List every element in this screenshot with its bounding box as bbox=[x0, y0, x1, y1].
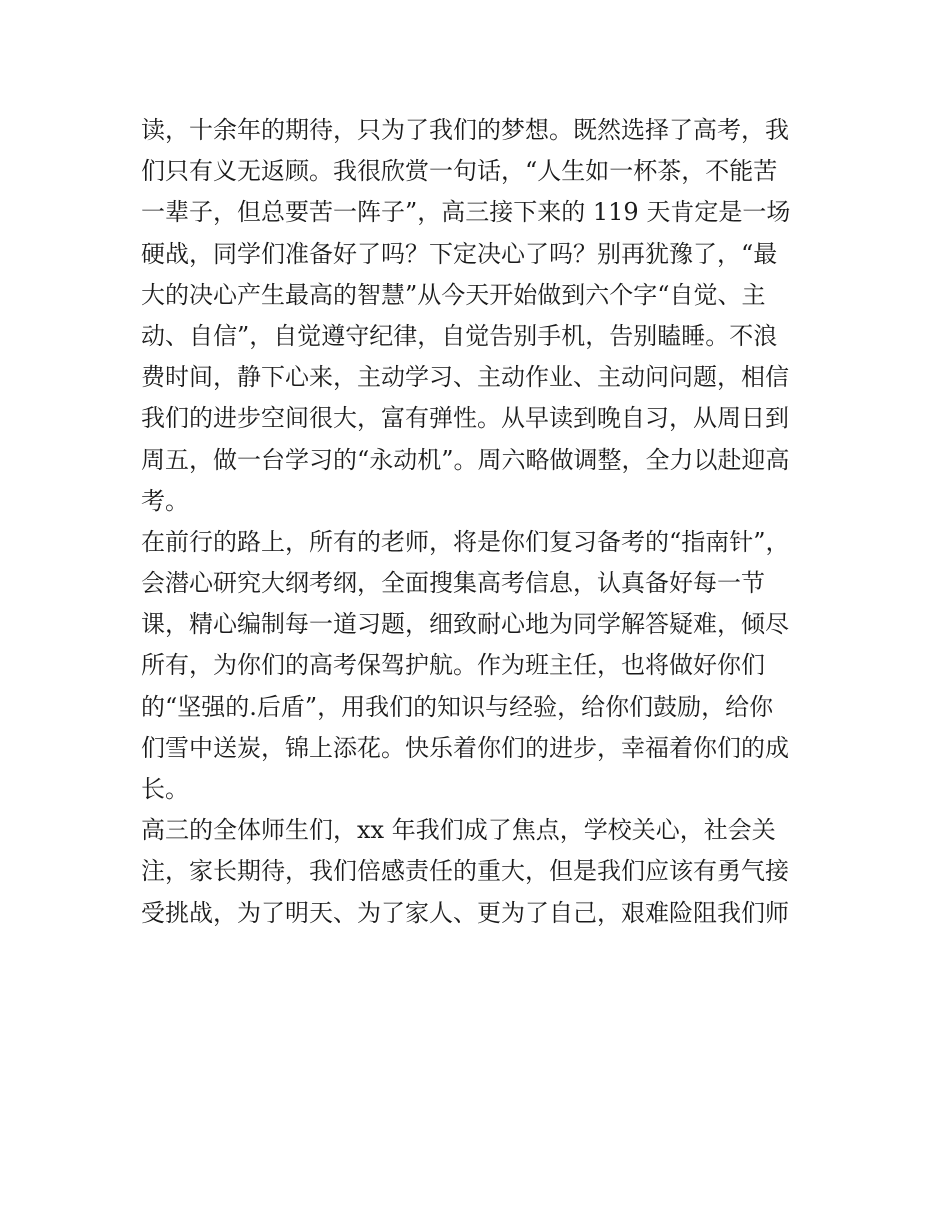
text-line: 一辈子，但总要苦一阵子”，高三接下来的 119 天肯定是一场 bbox=[141, 198, 791, 227]
text-line: 受挑战，为了明天、为了家人、更为了自己，艰难险阻我们师 bbox=[141, 898, 789, 927]
text-line: 注，家长期待，我们倍感责任的重大，但是我们应该有勇气接 bbox=[141, 857, 789, 886]
text-line: 课，精心编制每一道习题，细致耐心地为同学解答疑难，倾尽 bbox=[141, 610, 789, 639]
text-line: 考。 bbox=[141, 486, 189, 515]
text-line: 们只有义无返顾。我很欣赏一句话，“人生如一杯茶，不能苦 bbox=[141, 157, 778, 186]
text-line: 动、自信”，自觉遵守纪律，自觉告别手机，告别瞌睡。不浪 bbox=[141, 321, 778, 350]
text-line: 费时间，静下心来，主动学习、主动作业、主动问问题，相信 bbox=[141, 363, 789, 392]
text-line: 我们的进步空间很大，富有弹性。从早读到晚自习，从周日到 bbox=[141, 404, 789, 433]
text-line: 硬战，同学们准备好了吗？下定决心了吗？别再犹豫了，“最 bbox=[141, 239, 778, 268]
text-line: 周五，做一台学习的“永动机”。周六略做调整，全力以赴迎高 bbox=[141, 445, 790, 474]
text-line: 长。 bbox=[141, 775, 189, 803]
text-line: 所有，为你们的高考保驾护航。作为班主任，也将做好你们 bbox=[141, 651, 765, 680]
body-text bbox=[141, 110, 821, 934]
text-line: 大的决心产生最高的智慧”从今天开始做到六个字“自觉、主 bbox=[141, 280, 766, 309]
text-line: 读，十余年的期待，只为了我们的梦想。既然选择了高考，我 bbox=[141, 116, 789, 144]
text-line: 会潜心研究大纲考纲，全面搜集高考信息，认真备好每一节 bbox=[141, 569, 765, 598]
text-line: 在前行的路上，所有的老师，将是你们复习备考的“指南针”， bbox=[141, 527, 790, 556]
text-line: 的“坚强的.后盾”，用我们的知识与经验，给你们鼓励，给你 bbox=[141, 692, 774, 721]
text-line: 高三的全体师生们，xx 年我们成了焦点，学校关心，社会关 bbox=[141, 816, 776, 845]
text-line: 们雪中送炭，锦上添花。快乐着你们的进步，幸福着你们的成 bbox=[141, 733, 789, 762]
